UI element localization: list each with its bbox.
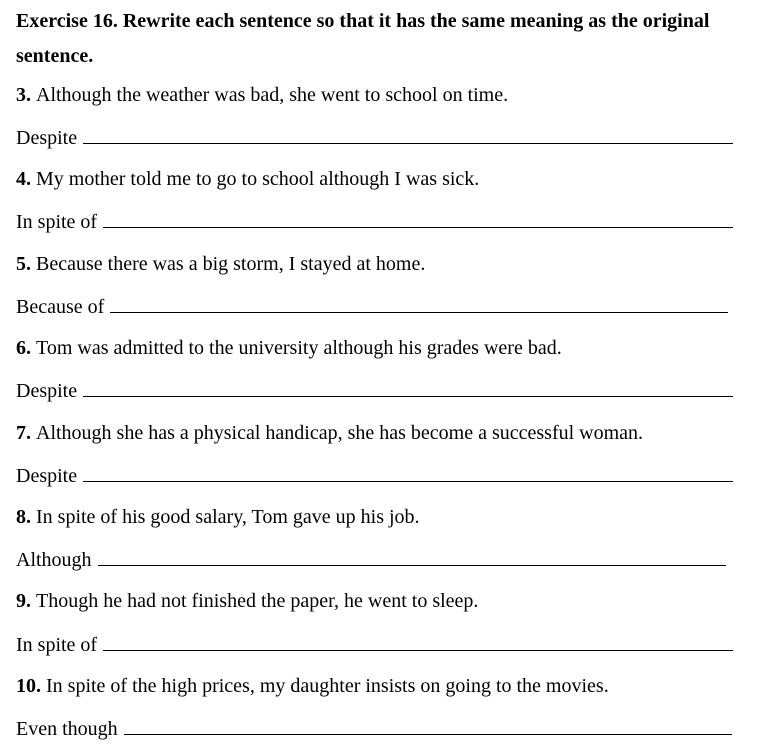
item-number: 8. [16,506,31,528]
item-number: 3. [16,84,31,106]
answer-line [16,545,726,573]
exercise-title: Exercise 16. Rewrite each sentence so that it has the same meaning as the original sentence. [16,10,710,67]
answer-prompt: In spite of [16,211,98,233]
item-number: 9. [16,590,31,612]
answer-blank[interactable] [98,545,726,566]
exercise-item [16,503,420,531]
answer-prompt: Despite [16,465,78,487]
item-number: 6. [16,337,31,359]
item-number: 4. [16,168,31,190]
answer-blank[interactable] [103,630,733,651]
answer-prompt: Because of [16,296,105,318]
item-sentence: Though he had not finished the paper, he went to sleep. [36,590,479,612]
answer-blank[interactable] [110,292,728,313]
answer-prompt: Despite [16,127,78,149]
answer-blank[interactable] [124,714,732,735]
answer-prompt: Despite [16,380,78,402]
exercise-item [16,419,643,447]
item-number: 7. [16,422,31,444]
answer-line [16,714,732,742]
item-sentence: Although she has a physical handicap, she has become a successful woman. [36,422,644,444]
exercise-item [16,81,508,109]
answer-line [16,376,733,404]
answer-line [16,207,733,235]
exercise-item [16,587,478,615]
exercise-item [16,672,609,700]
answer-line [16,292,728,320]
answer-prompt: In spite of [16,634,98,656]
item-sentence: My mother told me to go to school although I was sick. [36,168,480,190]
exercise-item [16,165,479,193]
item-sentence: In spite of the high prices, my daughter insists on going to the movies. [46,675,609,697]
answer-blank[interactable] [103,207,733,228]
item-sentence: In spite of his good salary, Tom gave up his job. [36,506,420,528]
answer-line [16,630,733,658]
item-sentence: Although the weather was bad, she went to school on time. [36,84,509,106]
answer-blank[interactable] [83,123,733,144]
item-number: 10. [16,675,41,697]
exercise-item [16,250,425,278]
answer-line [16,123,733,151]
answer-prompt: Even though [16,718,118,740]
item-number: 5. [16,253,31,275]
answer-blank[interactable] [83,376,733,397]
exercise-item [16,334,562,362]
answer-blank[interactable] [83,461,733,482]
item-sentence: Tom was admitted to the university although his grades were bad. [36,337,562,359]
answer-prompt: Although [16,549,92,571]
answer-line [16,461,733,489]
item-sentence: Because there was a big storm, I stayed at home. [36,253,426,275]
